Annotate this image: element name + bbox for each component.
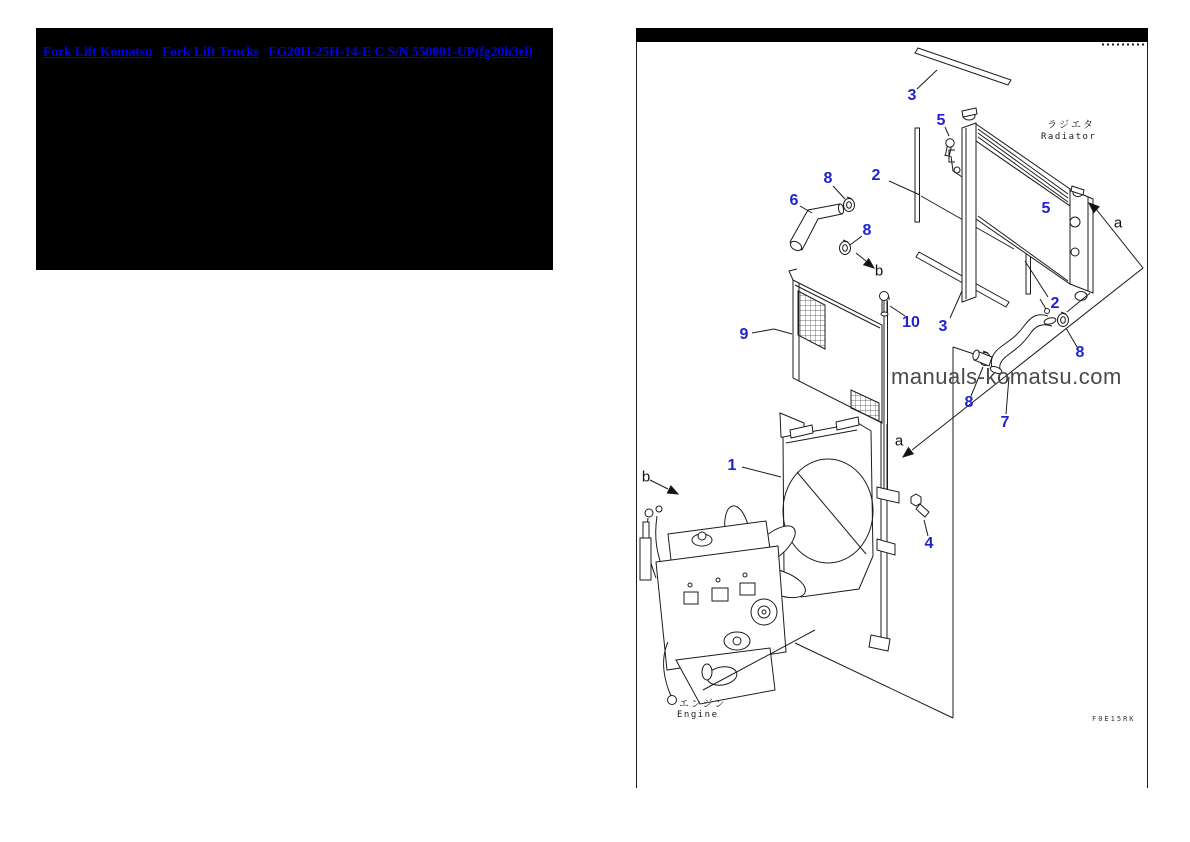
- callout-number-7: 7: [1000, 414, 1010, 431]
- view-letter-b: b: [874, 262, 884, 280]
- view-letter-a: a: [1113, 214, 1123, 232]
- breadcrumb-link-model[interactable]: FG20H-25H-14-E C S/N 550001-UP(fg20h3el): [268, 44, 533, 59]
- view-arrow-b-bottom: [650, 480, 678, 494]
- drawing-code: F0E15RK: [1092, 715, 1136, 723]
- watermark: manuals-komatsu.com: [891, 364, 1122, 389]
- engine-label-en: Engine: [677, 710, 719, 720]
- view-letter-a: a: [894, 432, 904, 450]
- exploded-parts-drawing: [636, 42, 1148, 788]
- engine-label-jp: エンジン: [679, 699, 727, 710]
- callout-number-2: 2: [871, 167, 881, 184]
- callout-number-2: 2: [1050, 295, 1060, 312]
- callout-number-9: 9: [739, 326, 749, 343]
- callout-number-8: 8: [862, 222, 872, 239]
- rod-part-3-top: [915, 48, 1011, 89]
- callout-number-8: 8: [964, 394, 974, 411]
- callout-number-8: 8: [1075, 344, 1085, 361]
- callout-number-5: 5: [1041, 200, 1051, 217]
- callout-number-3: 3: [907, 87, 917, 104]
- callout-number-3: 3: [938, 318, 948, 335]
- view-arrow-b-top: [856, 253, 874, 268]
- view-letter-b: b: [641, 468, 651, 486]
- callout-number-10: 10: [902, 314, 920, 331]
- breadcrumb-link-trucks[interactable]: Fork Lift Trucks: [161, 44, 259, 59]
- radiator-label-en: Radiator: [1041, 132, 1097, 142]
- breadcrumb-link-komatsu[interactable]: Fork Lift Komatsu: [43, 44, 153, 59]
- parts-diagram-panel: [636, 28, 1148, 788]
- bolt-part-4: [911, 494, 929, 536]
- callout-number-1: 1: [727, 457, 737, 474]
- engine-assembly: [640, 506, 786, 705]
- callout-number-6: 6: [789, 192, 799, 209]
- radiator-label-jp: ラジエタ: [1047, 120, 1095, 131]
- elbow-hose-part-6: [789, 204, 845, 253]
- callout-number-5: 5: [936, 112, 946, 129]
- diagram-title-bar: [636, 28, 1148, 42]
- callout-number-8: 8: [823, 170, 833, 187]
- hose-part-7: [972, 293, 1090, 414]
- callout-number-4: 4: [924, 535, 934, 552]
- header-banner: [36, 28, 553, 270]
- bolt-part-10: [880, 292, 906, 317]
